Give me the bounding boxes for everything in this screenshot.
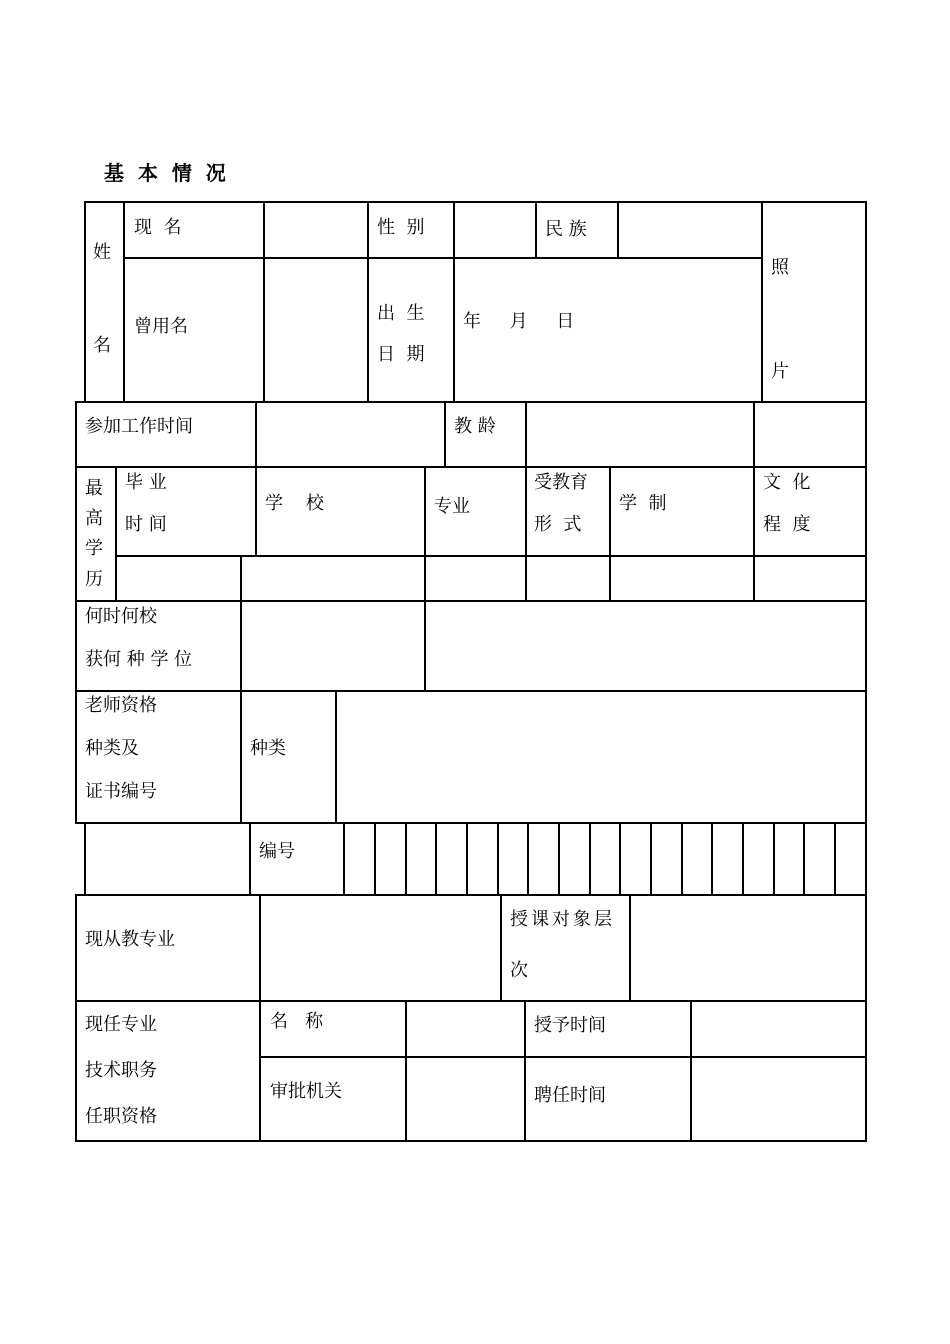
rule [527,822,529,895]
rule [466,822,468,895]
teaching-target-label-1: 授课对象层 [510,909,615,930]
rule [500,894,502,1001]
current-major-label: 现从教专业 [85,929,175,950]
rule [75,894,77,1142]
edu-form-label-2: 形 式 [534,514,582,535]
rule [405,1000,407,1142]
rule [753,466,755,601]
rule [803,822,805,895]
grad-time-label-2: 时 间 [125,514,167,535]
rule [84,201,867,203]
rule [525,401,527,467]
surname-label-top: 姓 [93,242,111,263]
rule [711,822,713,895]
rule [115,466,117,601]
rule [75,466,867,468]
photo-label-bottom: 片 [771,361,789,382]
former-name-label: 曾用名 [134,316,188,337]
rule [343,822,345,895]
rule [435,822,437,895]
ethnicity-label: 民 族 [545,219,587,240]
rule [75,401,77,823]
rule [249,822,251,895]
rule [75,600,867,602]
title-label-1: 现任专业 [85,1014,157,1035]
rule [75,822,867,824]
rule [75,894,867,896]
title-label-3: 任职资格 [85,1106,157,1127]
rule [761,201,763,402]
rule [619,822,621,895]
cert-label-2: 种类及 [85,738,139,759]
rule [367,201,369,402]
rule [834,822,836,895]
rule [75,401,867,403]
rule [525,466,527,601]
rule [589,822,591,895]
edu-level-label-1: 文 化 [763,472,811,493]
rule [497,822,499,895]
rule [558,822,560,895]
rule [753,401,755,467]
degree-label-1: 何时何校 [85,606,157,627]
current-name-label: 现 名 [134,217,182,238]
cert-label-1: 老师资格 [85,695,157,716]
birth-date-label-1: 出 生 [377,303,425,324]
rule [444,401,446,467]
grad-time-label-1: 毕 业 [125,472,167,493]
surname-label-bottom: 名 [93,335,111,356]
rule [453,201,455,402]
school-label: 学 校 [265,493,324,514]
edu-form-label-1: 受教育 [534,472,588,493]
rule [335,690,337,823]
rule [84,201,86,402]
rule [263,201,265,402]
rule [650,822,652,895]
rule [405,822,407,895]
highest-edu-char-3: 学 [85,538,103,559]
work-start-label: 参加工作时间 [85,416,193,437]
highest-edu-char-4: 历 [85,569,103,590]
rule [424,466,426,691]
cert-type-label: 种类 [250,738,286,759]
highest-edu-char-1: 最 [85,478,103,499]
edu-level-label-2: 程 度 [763,514,811,535]
photo-label-top: 照 [771,257,789,278]
rule [773,822,775,895]
highest-edu-char-2: 高 [85,508,103,529]
degree-label-2: 获何 种 学 位 [85,649,193,670]
teaching-target-label-2: 次 [510,960,528,981]
title-label-2: 技术职务 [85,1060,157,1081]
grant-time-label: 授予时间 [534,1015,606,1036]
major-label: 专业 [434,496,470,517]
rule [681,822,683,895]
page-title: 基 本 情 况 [104,161,226,185]
rule [609,466,611,601]
rule [84,822,86,895]
rule [535,201,537,258]
duration-label: 学 制 [619,493,667,514]
date-format-label: 年 月 日 [463,311,575,332]
gender-label: 性 别 [377,217,425,238]
rule [255,401,257,557]
rule [374,822,376,895]
rule [524,1000,526,1142]
rule [690,1000,692,1142]
approval-org-label: 审批机关 [270,1081,342,1102]
rule [75,1000,867,1002]
hire-time-label: 聘任时间 [534,1085,606,1106]
rule [617,201,619,258]
rule [259,894,261,1142]
rule [75,690,867,692]
cert-number-label: 编号 [259,841,295,862]
rule [75,1140,867,1142]
title-name-label: 名 称 [270,1011,324,1032]
rule [123,257,763,259]
rule [629,894,631,1001]
rule [259,1056,867,1058]
rule [123,201,125,402]
rule [742,822,744,895]
birth-date-label-2: 日 期 [377,344,425,365]
teaching-years-label: 教 龄 [454,416,496,437]
cert-label-3: 证书编号 [85,781,157,802]
